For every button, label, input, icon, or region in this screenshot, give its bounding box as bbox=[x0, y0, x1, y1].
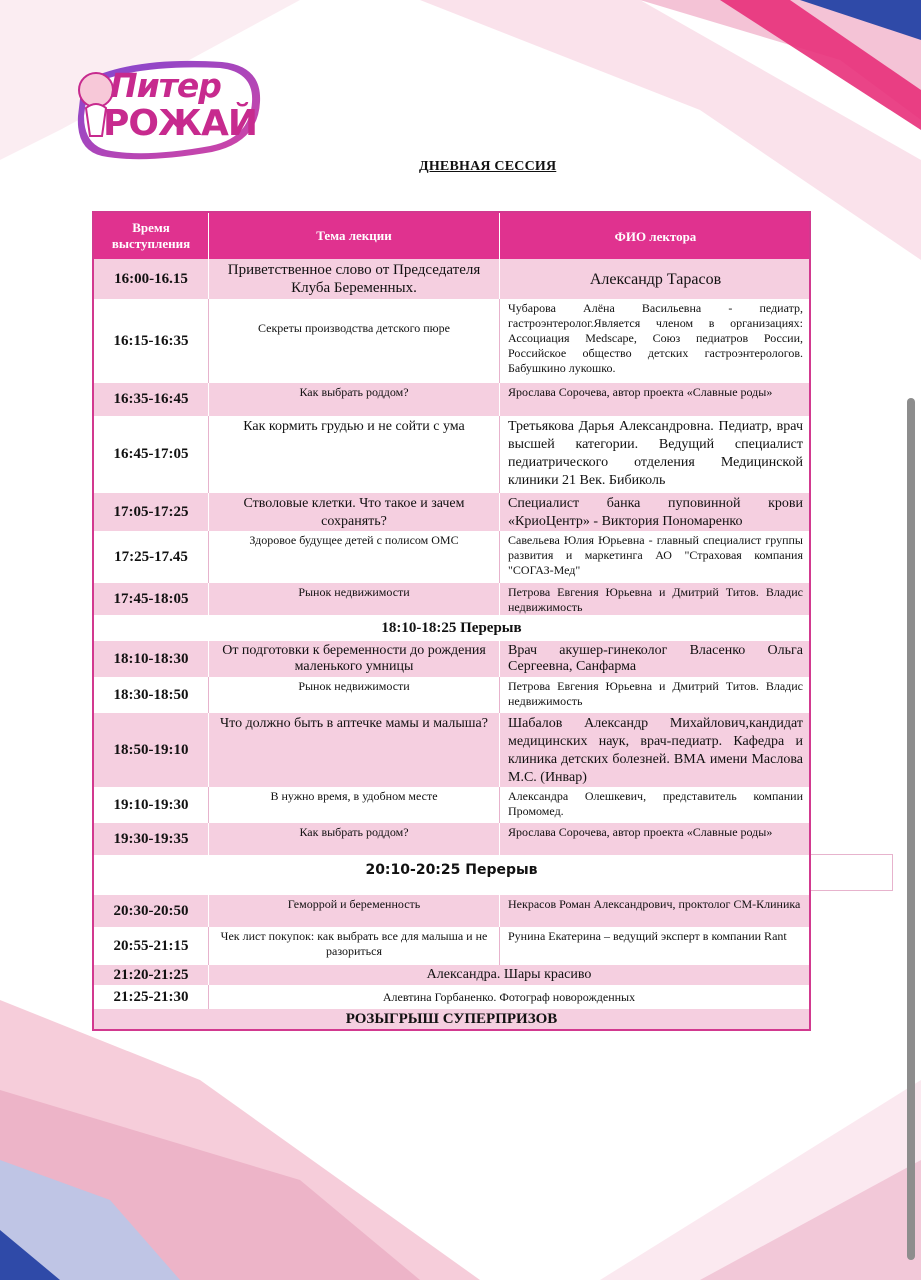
table-row bbox=[94, 641, 809, 677]
row-lecturer: Александра Олешкевич, представитель компании Промомед. bbox=[508, 789, 803, 818]
row-lecturer: Рунина Екатерина – ведущий эксперт в компании Rant bbox=[508, 929, 787, 943]
logo-text-rozhay: РОЖАЙ bbox=[103, 103, 258, 144]
row-lecturer: Петрова Евгения Юрьевна и Дмитрий Титов. Владис недвижимость bbox=[508, 585, 803, 614]
row-time: 21:25-21:30 bbox=[94, 985, 209, 1009]
logo-text-piter: Питер bbox=[110, 66, 221, 105]
table-row bbox=[94, 677, 809, 713]
table-row bbox=[94, 985, 809, 1009]
row-time: 17:25-17.45 bbox=[94, 531, 209, 583]
break-row: 20:10-20:25 Перерыв bbox=[94, 855, 809, 895]
table-row bbox=[94, 583, 809, 615]
table-row bbox=[94, 259, 809, 299]
row-topic: Приветственное слово от Председателя Клуба Беременных. bbox=[209, 259, 500, 299]
header-time: Время выступления bbox=[94, 213, 209, 259]
row-lecturer: Некрасов Роман Александрович, проктолог СМ-Клиника bbox=[508, 897, 801, 911]
row-topic: Геморрой и беременность bbox=[209, 895, 500, 927]
row-topic: Стволовые клетки. Что такое и зачем сохранять? bbox=[209, 493, 500, 531]
table-row bbox=[94, 713, 809, 787]
row-topic: Здоровое будущее детей с полисом ОМС bbox=[209, 531, 500, 583]
row-span-text: Алевтина Горбаненко. Фотограф новорожденных bbox=[382, 990, 636, 1004]
row-time: 17:05-17:25 bbox=[94, 493, 209, 531]
row-topic: В нужно время, в удобном месте bbox=[209, 787, 500, 823]
session-title: ДНЕВНАЯ СЕССИЯ bbox=[419, 159, 557, 174]
row-span-text: Александра. Шары красиво bbox=[426, 967, 592, 982]
row-topic: Что должно быть в аптечке мамы и малыша? bbox=[209, 713, 500, 787]
row-time: 20:55-21:15 bbox=[94, 927, 209, 965]
table-row bbox=[94, 416, 809, 493]
row-time: 20:30-20:50 bbox=[94, 895, 209, 927]
row-topic: Рынок недвижимости bbox=[209, 677, 500, 713]
table-row bbox=[94, 927, 809, 965]
row-lecturer: Третьякова Дарья Александровна. Педиатр, врач высшей категории. Ведущий специалист педиатрического отделения Медицинской клиники 21 Век. Бибиколь bbox=[508, 419, 803, 488]
row-topic: Рынок недвижимости bbox=[209, 583, 500, 615]
row-lecturer: Чубарова Алёна Васильевна - педиатр, гастроэнтеролог.Является членом в организациях: Ассоциация Medscape, Союз педиатров России, Российское общество детских гастроэнтерологов. Бабушкино лукошко. bbox=[508, 301, 803, 375]
table-row bbox=[94, 787, 809, 823]
table-header bbox=[94, 213, 809, 259]
row-topic: Как выбрать роддом? bbox=[209, 383, 500, 416]
row-topic: Как кормить грудью и не сойти с ума bbox=[209, 416, 500, 493]
row-time: 18:50-19:10 bbox=[94, 713, 209, 787]
row-topic: От подготовки к беременности до рождения маленького умницы bbox=[209, 641, 500, 677]
row-time: 19:10-19:30 bbox=[94, 787, 209, 823]
table-row bbox=[94, 493, 809, 531]
prize-draw: РОЗЫГРЫШ СУПЕРПРИЗОВ bbox=[345, 1011, 558, 1027]
scrollbar[interactable] bbox=[907, 398, 915, 1260]
row-time: 16:45-17:05 bbox=[94, 416, 209, 493]
row-time: 16:00-16.15 bbox=[94, 259, 209, 299]
row-lecturer: Специалист банка пуповинной крови «КриоЦентр» - Виктория Пономаренко bbox=[508, 496, 803, 529]
row-lecturer: Петрова Евгения Юрьевна и Дмитрий Титов. Владис недвижимость bbox=[508, 679, 803, 708]
row-lecturer: Врач акушер-гинеколог Власенко Ольга Сергеевна, Санфарма bbox=[508, 643, 803, 674]
row-time: 16:35-16:45 bbox=[94, 383, 209, 416]
table-row bbox=[94, 823, 809, 855]
table-footer-row bbox=[94, 1009, 809, 1029]
row-lecturer: Ярослава Сорочева, автор проекта «Славные роды» bbox=[508, 385, 773, 399]
header-lecturer: ФИО лектора bbox=[614, 228, 697, 244]
break-row: 18:10-18:25 Перерыв bbox=[94, 615, 809, 641]
row-lecturer: Шабалов Александр Михайлович,кандидат медицинских наук, врач-педиатр. Кафедра и клиника детских болезней. ВМА имени Маслова М.С. (Инвар) bbox=[508, 716, 803, 785]
row-topic: Чек лист покупок: как выбрать все для малыша и не разориться bbox=[209, 927, 500, 965]
row-time: 18:10-18:30 bbox=[94, 641, 209, 677]
table-row bbox=[94, 299, 809, 383]
schedule-table bbox=[92, 211, 811, 1031]
row-lecturer: Ярослава Сорочева, автор проекта «Славные роды» bbox=[508, 825, 773, 839]
table-row bbox=[94, 895, 809, 927]
row-lecturer: Александр Тарасов bbox=[589, 270, 722, 288]
table-row bbox=[94, 383, 809, 416]
row-time: 18:30-18:50 bbox=[94, 677, 209, 713]
row-time: 16:15-16:35 bbox=[94, 299, 209, 383]
row-topic: Как выбрать роддом? bbox=[209, 823, 500, 855]
row-lecturer: Савельева Юлия Юрьевна - главный специалист группы развития и маркетинга АО "Страховая компания "СОГАЗ-Мед" bbox=[508, 533, 803, 577]
row-topic: Секреты производства детского пюре bbox=[209, 299, 500, 383]
table-row bbox=[94, 965, 809, 985]
row-time: 17:45-18:05 bbox=[94, 583, 209, 615]
row-time: 21:20-21:25 bbox=[94, 965, 209, 985]
row-time: 19:30-19:35 bbox=[94, 823, 209, 855]
table-side-box bbox=[811, 854, 893, 891]
header-topic: Тема лекции bbox=[209, 213, 500, 259]
table-row bbox=[94, 531, 809, 583]
